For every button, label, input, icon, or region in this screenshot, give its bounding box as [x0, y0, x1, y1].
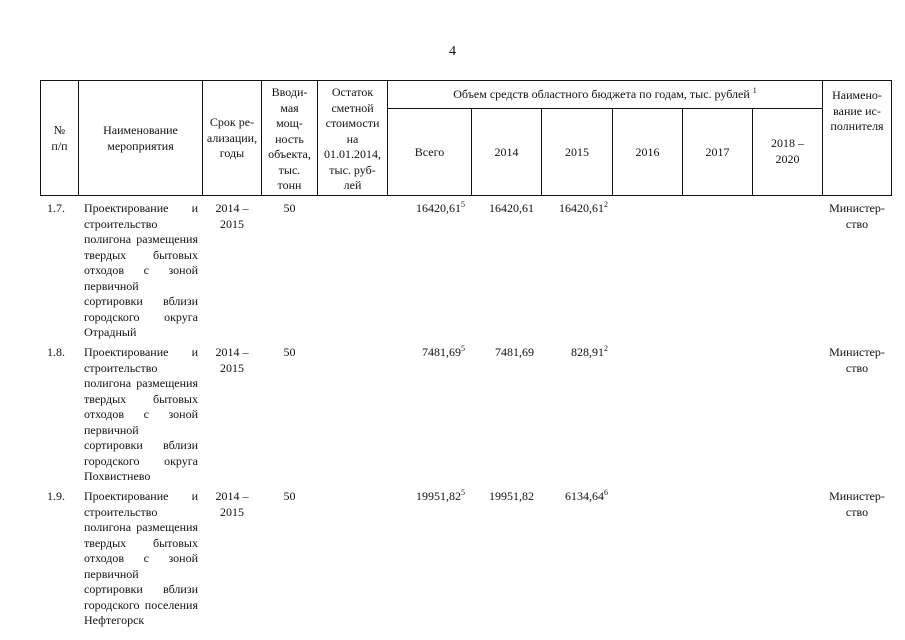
header-no: № п/п — [51, 123, 68, 153]
row-1-7-capacity: 50 — [283, 201, 296, 215]
header-budget-note: 1 — [752, 86, 757, 95]
row-1-9-executor: Министер- ство — [829, 489, 885, 519]
header-remainder: Остаток сметной стоимости на 01.01.2014, тыс. руб- лей — [324, 85, 381, 192]
header-2018-2020: 2018 – 2020 — [771, 136, 804, 166]
row-1-9-capacity: 50 — [283, 489, 296, 503]
row-1-7-2015 — [542, 201, 608, 217]
row-1-7-term: 2014 – 2015 — [215, 201, 249, 231]
row-1-7-2015-note: 2 — [604, 200, 608, 209]
row-1-8-2015 — [542, 345, 608, 361]
row-1-8-capacity: 50 — [283, 345, 296, 359]
header-term: Срок ре- ализации, годы — [206, 115, 258, 160]
row-1-9-total-note: 5 — [461, 488, 465, 497]
header-2017: 2017 — [705, 145, 730, 159]
header-2014: 2014 — [494, 145, 519, 159]
row-1-9-2015-value: 6134,64 — [565, 489, 604, 503]
row-1-7-2014: 16420,61 — [489, 201, 534, 215]
row-1-8-executor: Министер- ство — [829, 345, 885, 375]
row-1-8-2015-note: 2 — [604, 344, 608, 353]
row-1-9-total — [388, 489, 465, 505]
row-1-7-2015-value: 16420,61 — [559, 201, 604, 215]
row-1-8-total-note: 5 — [461, 344, 465, 353]
row-1-8-2015-value: 828,91 — [571, 345, 604, 359]
header-name: Наименование мероприятия — [103, 123, 178, 153]
header-2015: 2015 — [565, 145, 589, 159]
header-capacity: Вводи- мая мощ- ность объекта, тыс. тонн — [268, 85, 311, 192]
row-1-9-2014: 19951,82 — [489, 489, 534, 503]
header-budget-group — [388, 87, 822, 103]
header-total: Всего — [414, 145, 445, 159]
header-budget-text: Объем средств областного бюджета по годам, тыс. рублей — [453, 87, 750, 101]
row-1-7-total — [388, 201, 465, 217]
row-1-9-2015-note: 6 — [604, 488, 608, 497]
row-1-7-total-note: 5 — [461, 200, 465, 209]
header-executor: Наимено- вание ис- полнителя — [830, 88, 884, 133]
row-1-7-total-value: 16420,61 — [416, 201, 461, 215]
row-1-7-name: Проектирование и строительство полигона размещения твердых бытовых отходов с зоной первичной сортировки вблизи городского округа Отрадный — [84, 201, 198, 339]
row-1-9-2015 — [542, 489, 608, 505]
row-1-8-2014: 7481,69 — [495, 345, 534, 359]
row-1-7-no: 1.7. — [47, 201, 65, 215]
row-1-8-total-value: 7481,69 — [422, 345, 461, 359]
row-1-8-name: Проектирование и строительство полигона размещения твердых бытовых отходов с зоной первичной сортировки вблизи городского округа Похвистнево — [84, 345, 198, 483]
row-1-9-name: Проектирование и строительство полигона размещения твердых бытовых отходов с зоной первичной сортировки вблизи городского поселения Нефтегорск — [84, 489, 198, 627]
header-2016: 2016 — [635, 145, 660, 159]
row-1-9-no: 1.9. — [47, 489, 65, 503]
row-1-8-term: 2014 – 2015 — [215, 345, 249, 375]
row-1-8-total — [388, 345, 465, 361]
row-1-8-no: 1.8. — [47, 345, 65, 359]
row-1-9-term: 2014 – 2015 — [215, 489, 249, 519]
row-1-7-executor: Министер- ство — [829, 201, 885, 231]
page-number: 4 — [449, 44, 456, 59]
row-1-9-total-value: 19951,82 — [416, 489, 461, 503]
